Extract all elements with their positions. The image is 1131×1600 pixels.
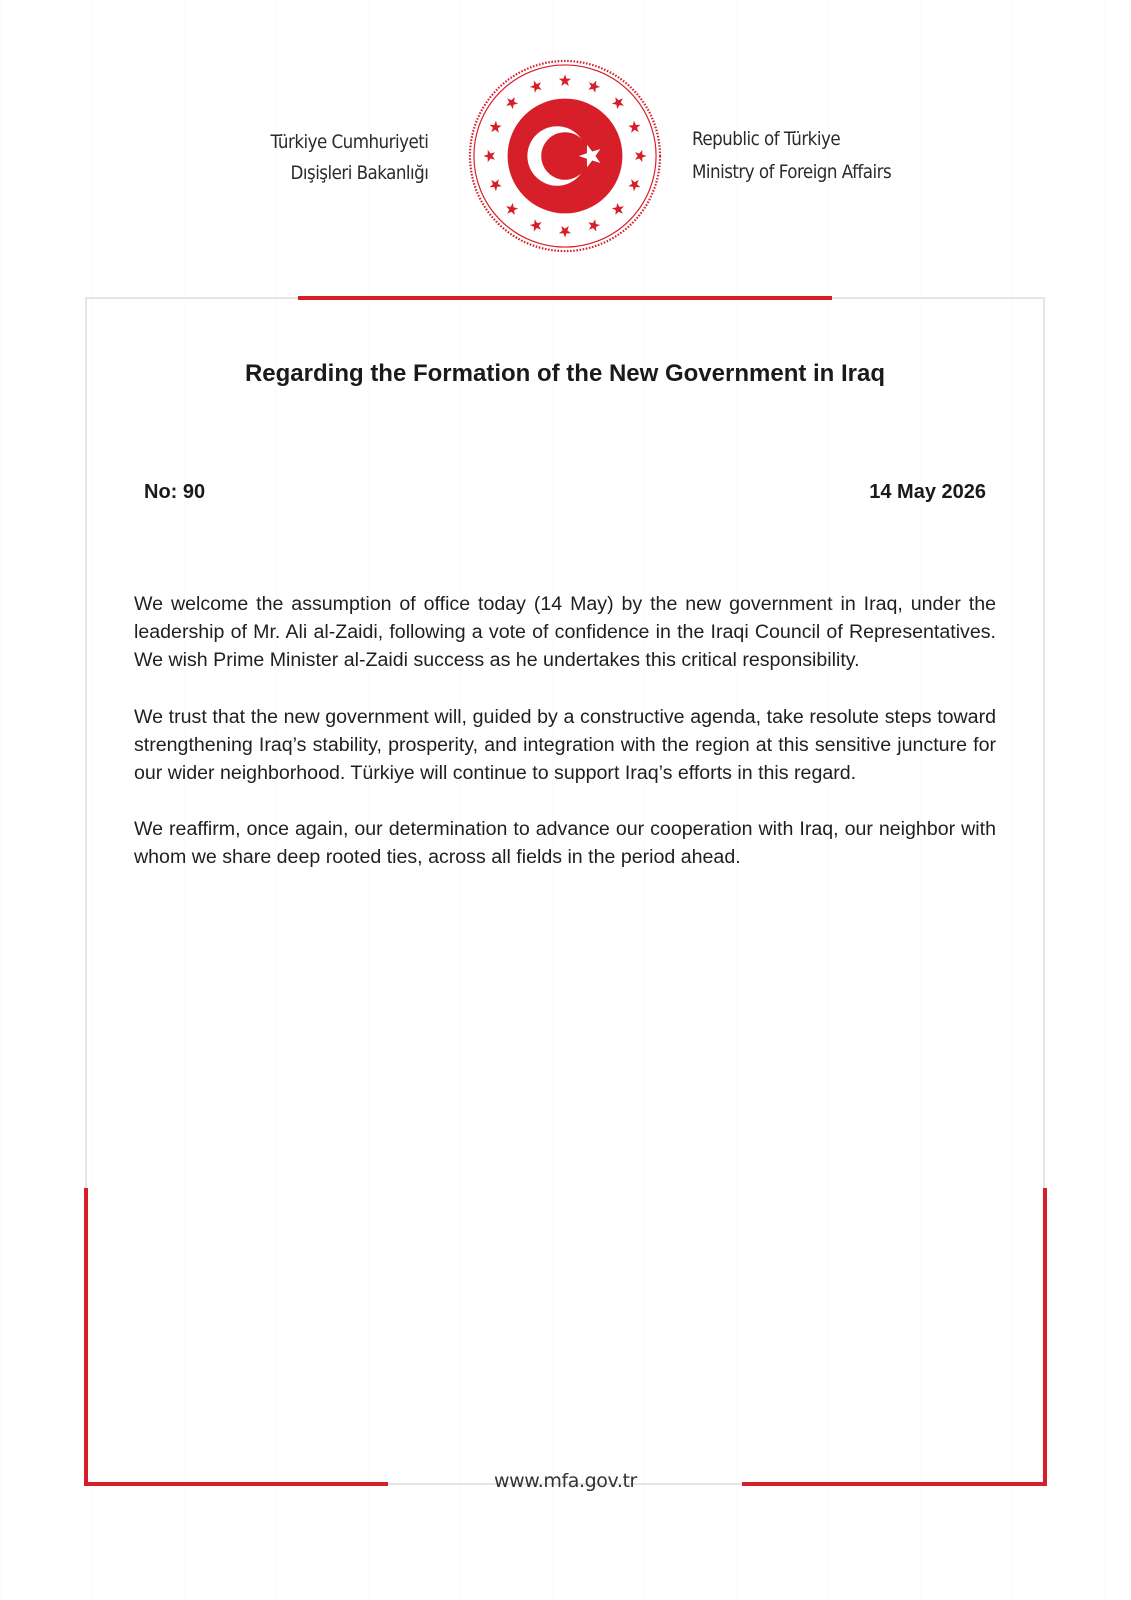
body-paragraph: We reaffirm, once again, our determination to advance our cooperation with Iraq, our neighbor with whom we share deep rooted ties, across all fields in the period ahead. <box>134 818 996 869</box>
body-paragraph: We trust that the new government will, guided by a constructive agenda, take resolute steps toward strengthening Iraq’s stability, prosperity, and integration with the region at this sensitive juncture for our wider neighborhood. Türkiye will continue to support Iraq’s efforts in this regard. <box>134 705 996 785</box>
body-paragraph: We welcome the assumption of office today (14 May) by the new government in Iraq, under the leadership of Mr. Ali al-Zaidi, following a vote of confidence in the Iraqi Council of Representatives. We wish Prime Minister al-Zaidi success as he undertakes this critical responsibility. <box>134 593 996 672</box>
ring-star-icon <box>588 219 600 231</box>
document-number: No: 90 <box>144 481 206 503</box>
ring-star-icon <box>483 150 495 162</box>
header-right-line2: Ministry of Foreign Affairs <box>692 161 892 183</box>
crescent-star-emblem-icon <box>466 57 664 255</box>
footer-website-link[interactable]: www.mfa.gov.tr <box>494 1470 637 1492</box>
ring-star-icon <box>559 226 571 238</box>
ring-star-icon <box>490 121 502 133</box>
header-left-line1: Türkiye Cumhuriyeti <box>270 131 428 153</box>
ring-star-icon <box>530 81 542 93</box>
ring-star-icon <box>612 97 624 109</box>
ring-star-icon <box>588 81 600 93</box>
ring-star-icon <box>635 150 647 162</box>
bottom-left-corner-vertical <box>84 1188 88 1486</box>
document-title: Regarding the Formation of the New Government in Iraq <box>244 360 886 387</box>
ring-star-icon <box>530 219 542 231</box>
document-date: 14 May 2026 <box>869 481 986 503</box>
header-english-name <box>692 123 891 189</box>
document-body <box>134 590 996 900</box>
ring-star-icon <box>506 203 518 215</box>
ring-star-icon <box>628 121 640 133</box>
header-turkish-name <box>270 127 428 189</box>
ring-star-icon <box>612 203 624 215</box>
header-left-line2: Dışişleri Bakanlığı <box>290 162 428 184</box>
ring-star-icon <box>490 179 502 191</box>
header-right-line1: Republic of Türkiye <box>692 128 841 150</box>
bottom-right-corner-vertical <box>1043 1188 1047 1486</box>
ring-star-icon <box>628 179 640 191</box>
top-red-rule <box>298 296 832 300</box>
ring-star-icon <box>506 97 518 109</box>
ring-star-icon <box>559 74 571 86</box>
